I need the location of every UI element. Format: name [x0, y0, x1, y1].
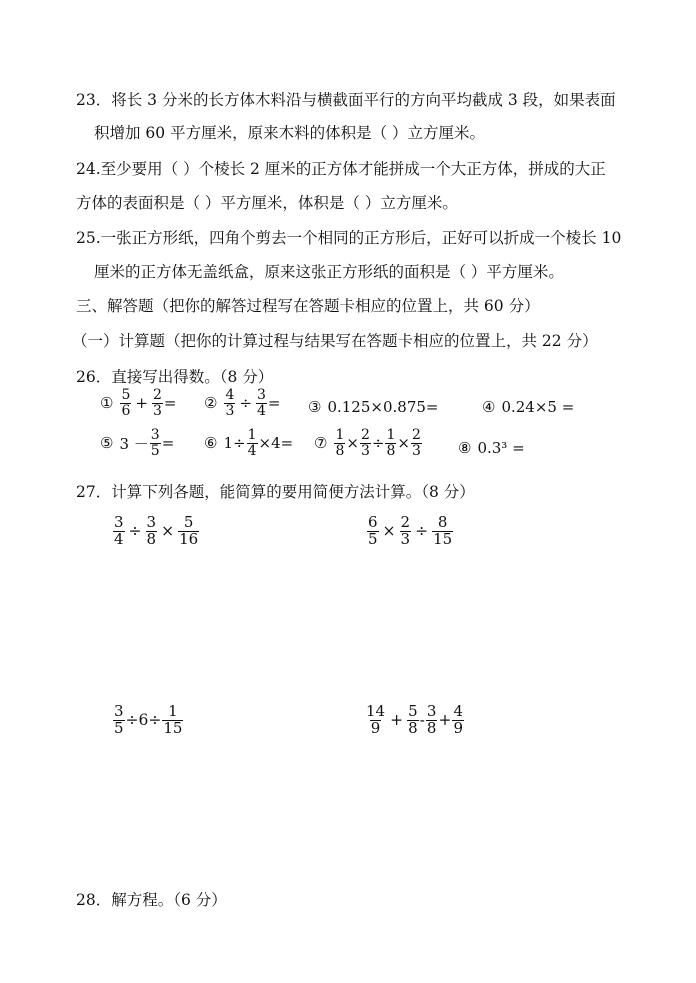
q25-line1: 25.一张正方形纸，四角个剪去一个相同的正方形后，正好可以折成一个棱长 10: [76, 229, 622, 247]
q25-line2: 厘米的正方体无盖纸盒，原来这张正方形纸的面积是（ ）平方厘米。: [94, 263, 564, 281]
q24-line2: 方体的表面积是（ ）平方厘米，体积是（ ）立方厘米。: [76, 194, 458, 212]
q26-item-6: ⑥ 1÷ $\frac{1}{4}$ ×4=: [204, 427, 294, 459]
q26-item-5: ⑤ 3 － $\frac{3}{5}$ =: [100, 427, 175, 459]
q27-expr-2: $\frac{6}{5}$ × $\frac{2}{3}$ ÷ $\frac{8}{15}$: [368, 513, 453, 548]
section-3-heading: 三、解答题（把你的解答过程写在答题卡相应的位置上，共 60 分）: [76, 297, 540, 315]
q26-item-1: ① $\frac{5}{6}$ + $\frac{2}{3}$ =: [100, 387, 177, 419]
subsection-1-heading: （一）计算题（把你的计算过程与结果写在答题卡相应的位置上，共 22 分）: [72, 332, 598, 350]
q26-item-4: ④ 0.24×5 =: [482, 398, 575, 416]
q27-expr-4: $\frac{14}{9}$ + $\frac{5}{8}$ - $\frac{3}{8}$ + $\frac{4}{9}$: [366, 702, 463, 737]
q26-item-7: ⑦ $\frac{1}{8}$ × $\frac{2}{3}$ ÷ $\frac{1}{8}$ × $\frac{2}{3}$: [314, 427, 421, 459]
q26-item-2: ② $\frac{4}{3}$ ÷ $\frac{3}{4}$ =: [204, 387, 281, 419]
q24-line1: 24.至少要用（ ）个棱长 2 厘米的正方体才能拼成一个大正方体，拼成的大正: [76, 160, 606, 178]
q23-line2: 积增加 60 平方厘米，原来木料的体积是（ ）立方厘米。: [94, 124, 486, 142]
q23-line1: 23．将长 3 分米的长方体木料沿与横截面平行的方向平均截成 3 段，如果表面: [76, 91, 616, 109]
q26-title: 26．直接写出得数。（8 分）: [76, 368, 274, 386]
q27-title: 27．计算下列各题，能简算的要用简便方法计算。（8 分）: [76, 483, 475, 501]
q28-title: 28．解方程。（6 分）: [76, 891, 227, 909]
q27-expr-1: $\frac{3}{4}$ ÷ $\frac{3}{8}$ × $\frac{5}{16}$: [114, 513, 199, 548]
q26-item-3: ③ 0.125×0.875=: [308, 398, 439, 416]
q27-expr-3: $\frac{3}{5}$ ÷6÷ $\frac{1}{15}$: [114, 702, 183, 737]
q26-item-8: ⑧ 0.3³ =: [458, 439, 525, 457]
